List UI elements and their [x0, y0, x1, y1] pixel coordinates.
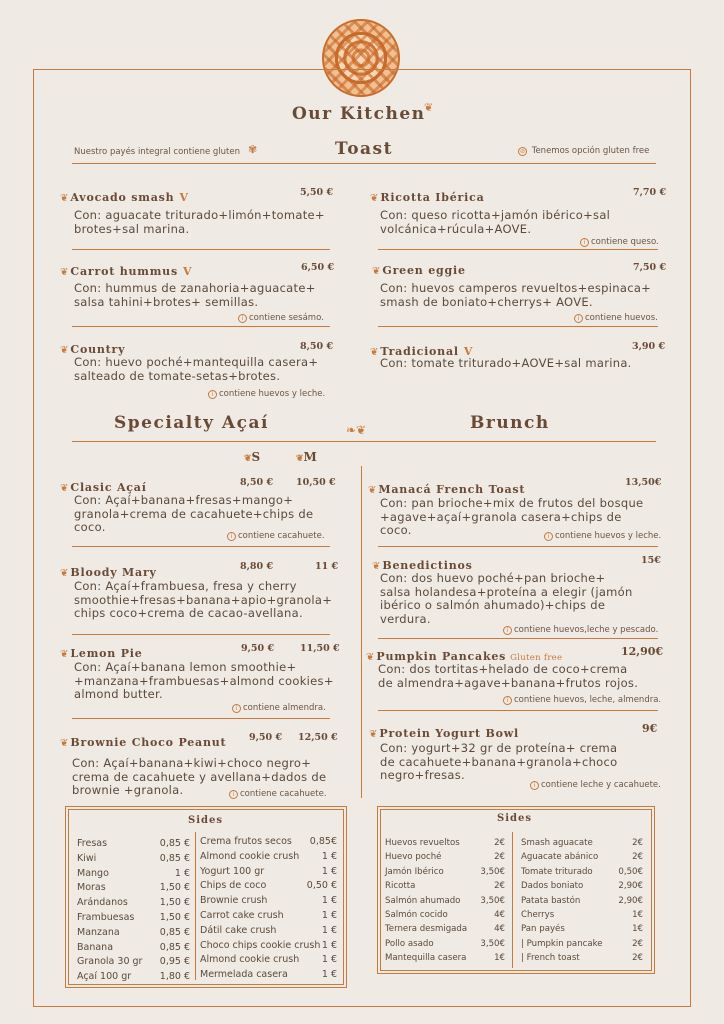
side-price: 0,50€ — [618, 866, 643, 877]
side-row — [521, 838, 643, 848]
side-price: 0,85 € — [159, 852, 190, 864]
desc-line: verdura. — [380, 611, 431, 626]
section-title-acai: Specialty Açaí — [114, 413, 269, 433]
desc-line: ibérico o salmón ahumado)+chips de — [380, 598, 606, 612]
item-desc — [74, 580, 332, 621]
item-price: 13,50€ — [625, 477, 662, 488]
side-row — [77, 868, 190, 879]
side-row — [200, 969, 337, 980]
allergen-note — [580, 237, 659, 247]
side-price: 4€ — [494, 910, 505, 920]
side-name: Banana — [77, 941, 114, 953]
side-name: Almond cookie crush — [200, 850, 300, 862]
side-price: 0,85 € — [159, 941, 190, 953]
allergen-note — [574, 313, 658, 323]
size-m-text: M — [303, 450, 317, 464]
divider — [378, 326, 658, 327]
info-icon: i — [503, 626, 512, 635]
side-price: 0,85 € — [159, 926, 190, 938]
item-name: Avocado smash — [70, 191, 175, 204]
leaf-icon: ❦ — [370, 347, 379, 358]
acai-item — [60, 642, 143, 661]
desc-line: coco. — [74, 520, 106, 534]
item-desc — [378, 663, 638, 690]
side-price: 1 € — [321, 895, 337, 907]
desc-line: +manzana+frambuesas+almond cookies+ — [74, 673, 334, 688]
desc-line: Con: dos tortitas+helado de coco+crema — [378, 662, 628, 676]
side-row — [200, 866, 337, 877]
side-name: Aguacate abánico — [521, 852, 599, 863]
info-icon: i — [574, 314, 583, 323]
leaf-icon: ❦ — [372, 266, 381, 277]
item-name: Lemon Pie — [70, 647, 143, 660]
side-name: Granola 30 gr — [77, 956, 143, 968]
leaf-icon: ❦ — [60, 193, 69, 204]
divider — [72, 634, 330, 635]
side-name: Choco chips cookie crush — [200, 939, 321, 951]
item-price: 15€ — [641, 555, 661, 566]
allergen-note-text: contiene huevos y leche. — [555, 531, 662, 541]
acai-item — [60, 561, 157, 580]
item-desc — [74, 494, 313, 535]
side-row — [200, 895, 337, 906]
allergen-note — [503, 625, 658, 635]
item-price: 6,50 € — [301, 262, 335, 273]
side-name: Salmón ahumado — [385, 895, 461, 906]
gluten-free-icon: ⊘ — [519, 148, 526, 155]
allergen-note-text: contiene huevos,leche y pescado. — [514, 625, 659, 635]
side-price: 1 € — [321, 924, 337, 936]
price-m: 10,50 € — [296, 477, 336, 488]
side-row — [385, 867, 505, 877]
side-price: 1 € — [321, 910, 337, 921]
desc-line: volcánica+rúcula+AOVE. — [380, 221, 532, 236]
side-price: 2€ — [632, 953, 643, 964]
side-price: 1 € — [321, 865, 337, 877]
side-price: 0,85€ — [309, 836, 337, 847]
side-price: 1 € — [321, 939, 337, 951]
section-title-toast: Toast — [335, 139, 393, 159]
side-row — [200, 836, 337, 847]
side-price: 1 € — [321, 850, 337, 862]
toast-item-carrot — [60, 260, 192, 279]
side-name: Frambuesas — [77, 912, 135, 923]
side-price: 2,90€ — [618, 895, 643, 906]
toast-item-avocado — [60, 186, 189, 205]
sides-title: Sides — [188, 815, 224, 826]
item-price: 7,70 € — [633, 187, 667, 198]
allergen-note — [208, 389, 325, 399]
side-row — [77, 838, 190, 849]
leaf-icon: ❦ — [369, 729, 378, 740]
allergen-note — [530, 780, 661, 790]
leaf-icon: ❦ — [296, 454, 304, 464]
desc-line: negro+fresas. — [380, 768, 465, 782]
acai-item — [60, 731, 226, 750]
info-icon: i — [238, 314, 247, 323]
side-name: Huevos revueltos — [385, 838, 460, 848]
info-icon: i — [227, 532, 236, 541]
desc-line: de cacahuete+banana+granola+choco — [380, 754, 618, 769]
desc-line: Con: huevos camperos revueltos+espinaca+ — [380, 281, 652, 295]
side-row — [521, 910, 643, 920]
item-desc — [380, 742, 617, 783]
item-name: Green eggie — [382, 264, 466, 277]
side-row — [385, 953, 505, 963]
side-name: Jamón Ibérico — [385, 866, 444, 877]
info-icon: i — [232, 704, 241, 713]
item-desc — [74, 661, 334, 702]
item-name: Ricotta Ibérica — [380, 191, 485, 204]
divider — [378, 249, 658, 250]
desc-line: almond butter. — [74, 687, 163, 701]
item-desc — [380, 282, 651, 309]
desc-line: de almendra+agave+banana+frutos rojos. — [378, 675, 639, 690]
desc-line: salsa tahini+brotes+ semillas. — [74, 294, 259, 309]
vegan-badge: V — [463, 345, 474, 358]
side-name: Dátil cake crush — [200, 924, 277, 936]
divider — [72, 163, 656, 164]
side-name: Pollo asado — [385, 938, 434, 949]
info-icon: i — [530, 781, 539, 790]
side-row — [385, 896, 505, 906]
side-name: Manzana — [77, 926, 120, 938]
side-name: Pan payés — [521, 924, 565, 935]
desc-line: salteado de tomate-setas+brotes. — [74, 368, 281, 383]
leaf-icon: ❦ — [366, 652, 375, 663]
side-row — [385, 924, 505, 934]
price-m: 12,50 € — [298, 732, 338, 743]
side-price: 1,50 € — [159, 897, 190, 909]
leaf-icon: ❦ — [244, 454, 252, 464]
desc-line: coco. — [380, 523, 412, 537]
side-name: Salmón cocido — [385, 910, 448, 920]
gluten-free-badge: Gluten free — [510, 653, 563, 663]
info-icon: i — [229, 790, 238, 799]
side-row — [77, 853, 190, 864]
desc-line: salsa holandesa+proteína a elegir (jamón — [380, 584, 633, 599]
side-price: 2€ — [494, 838, 505, 848]
desc-line: smoothie+fresas+banana+apio+granola+ — [74, 592, 333, 607]
side-row — [385, 852, 505, 862]
side-row — [77, 942, 190, 953]
allergen-note — [227, 531, 325, 541]
item-desc — [380, 209, 610, 236]
desc-line: Con: queso ricotta+jamón ibérico+sal — [380, 208, 611, 222]
item-price: 3,90 € — [632, 341, 666, 352]
desc-line: chips coco+crema de cacao-avellana. — [74, 606, 303, 620]
side-price: 3,50€ — [480, 866, 505, 877]
side-price: 1,50 € — [159, 882, 190, 894]
side-name: Kiwi — [77, 852, 97, 864]
size-m-label — [296, 450, 317, 464]
sides-title: Sides — [497, 813, 533, 824]
allergen-note-text: contiene huevos, leche, almendra. — [514, 695, 662, 705]
divider — [378, 710, 658, 711]
side-price: 2€ — [632, 838, 643, 848]
item-desc — [74, 209, 325, 236]
desc-line: Con: dos huevo poché+pan brioche+ — [380, 571, 606, 585]
price-m: 11 € — [315, 561, 339, 572]
allergen-note — [544, 531, 661, 541]
desc-line: Con: huevo poché+mantequilla casera+ — [74, 355, 319, 369]
item-name: Manacá French Toast — [378, 483, 526, 496]
desc-line: Con: Açaí+banana+fresas+mango+ — [74, 493, 294, 507]
desc-line: Con: Açaí+frambuesa, fresa y cherry — [74, 579, 297, 593]
column-divider — [512, 832, 513, 968]
side-name: Huevo poché — [385, 852, 442, 863]
item-name: Brownie Choco Peanut — [70, 736, 227, 749]
desc-line: Con: pan brioche+mix de frutos del bosque — [380, 496, 644, 510]
side-row — [200, 851, 337, 862]
info-icon: i — [503, 696, 512, 705]
leaf-icon: ❦ — [368, 485, 377, 496]
allergen-note-text: contiene huevos y leche. — [219, 389, 326, 399]
item-desc — [74, 282, 316, 309]
side-name: Smash aguacate — [521, 838, 593, 848]
desc-line: Con: aguacate triturado+limón+tomate+ — [74, 208, 325, 222]
item-name: Country — [70, 343, 126, 356]
side-price: 2€ — [494, 881, 505, 892]
side-price: 0,95 € — [159, 956, 190, 968]
side-name: Patata bastón — [521, 895, 581, 906]
desc-line: Con: Açaí+banana+kiwi+choco negro+ — [72, 756, 312, 770]
price-s: 8,50 € — [240, 477, 274, 488]
allergen-note-text: contiene leche y cacahuete. — [541, 780, 661, 790]
side-name: Almond cookie crush — [200, 954, 300, 966]
divider — [72, 249, 330, 250]
divider — [378, 546, 658, 547]
side-name: Fresas — [77, 838, 108, 849]
divider — [72, 546, 330, 547]
wheat-icon: ✾ — [248, 143, 258, 156]
item-price: 5,50 € — [300, 187, 334, 198]
side-name: Moras — [77, 882, 106, 894]
side-price: 1€ — [494, 953, 505, 964]
side-price: 0,85 € — [159, 838, 190, 849]
desc-line: Con: Açaí+banana lemon smoothie+ — [74, 660, 297, 674]
side-price: 2€ — [494, 852, 505, 863]
size-s-text: S — [251, 450, 261, 464]
side-price: 1 € — [174, 867, 190, 879]
side-row — [77, 912, 190, 923]
allergen-note — [238, 313, 324, 323]
leaf-icon: ❦ — [60, 738, 69, 749]
desc-line: Con: tomate triturado+AOVE+sal marina. — [380, 356, 632, 370]
item-name: Protein Yogurt Bowl — [379, 727, 519, 740]
side-price: 2€ — [632, 852, 643, 863]
side-name: Mango — [77, 867, 109, 879]
divider — [72, 718, 330, 719]
allergen-note-text: contiene cacahuete. — [240, 789, 327, 799]
item-price: 12,90€ — [621, 645, 664, 658]
desc-line: +agave+açaí+granola casera+chips de — [380, 509, 622, 524]
desc-line: Con: hummus de zanahoria+aguacate+ — [74, 281, 316, 295]
brunch-item — [368, 478, 525, 497]
column-divider — [195, 832, 196, 980]
side-name: Mermelada casera — [200, 969, 288, 981]
leaf-icon: ❦ — [60, 649, 69, 660]
item-price: 7,50 € — [633, 262, 667, 273]
item-name: Clasic Açaí — [70, 481, 147, 494]
leaf-icon: ❦ — [424, 101, 434, 114]
side-name: Yogurt 100 gr — [200, 865, 265, 877]
side-name: | Pumpkin pancake — [521, 938, 603, 949]
item-name: Tradicional — [380, 345, 459, 358]
side-price: 3,50€ — [480, 938, 505, 949]
side-price: 3,50€ — [480, 895, 505, 906]
item-name: Carrot hummus — [70, 265, 178, 278]
toast-item-ricotta — [370, 186, 485, 205]
side-row — [77, 927, 190, 938]
price-s: 8,80 € — [240, 561, 274, 572]
item-desc — [380, 572, 633, 626]
leaf-icon: ❦ — [370, 193, 379, 204]
allergen-note-text: contiene sesámo. — [249, 313, 324, 323]
side-name: Ternera desmigada — [385, 924, 468, 935]
toast-item-green-eggie — [372, 259, 466, 278]
page-title: Our Kitchen — [292, 104, 426, 124]
side-row — [200, 910, 337, 921]
allergen-note-text: contiene huevos. — [585, 313, 658, 323]
side-row — [521, 867, 643, 877]
item-name: Bloody Mary — [70, 566, 157, 579]
divider — [72, 441, 656, 442]
side-row — [77, 897, 190, 908]
leaf-icon: ❦ — [60, 267, 69, 278]
desc-line: brotes+sal marina. — [74, 221, 190, 236]
side-row — [521, 881, 643, 891]
leaf-icon: ❦ — [60, 345, 69, 356]
desc-line: smash de boniato+cherrys+ AOVE. — [380, 294, 593, 309]
side-row — [385, 881, 505, 891]
side-row — [200, 940, 337, 951]
item-desc — [380, 357, 632, 371]
vegan-badge: V — [179, 191, 189, 204]
desc-line: Con: yogurt+32 gr de proteína+ crema — [380, 741, 618, 755]
side-price: 1 € — [321, 969, 337, 981]
side-price: 1 € — [321, 954, 337, 966]
side-name: Mantequilla casera — [385, 953, 467, 964]
allergen-note-text: contiene cacahuete. — [238, 531, 325, 541]
side-name: Chips de coco — [200, 880, 267, 892]
side-price: 2€ — [632, 938, 643, 949]
item-name: Benedictinos — [382, 559, 473, 572]
side-price: 0,50 € — [306, 880, 337, 892]
side-price: 1,80 € — [159, 971, 190, 983]
brunch-item — [369, 722, 519, 741]
section-title-brunch: Brunch — [470, 413, 550, 433]
side-row — [200, 954, 337, 965]
desc-line: brownie +granola. — [72, 783, 184, 797]
side-row — [77, 882, 190, 893]
desc-line: crema de cacahuete y avellana+dados de — [72, 769, 327, 784]
allergen-note-text: contiene almendra. — [243, 703, 326, 713]
allergen-note — [229, 789, 327, 799]
column-divider — [361, 466, 362, 798]
item-price: 9€ — [642, 722, 658, 735]
side-name: Brownie crush — [200, 895, 268, 907]
info-icon: i — [208, 390, 217, 399]
ornament-icon: ❧❦ — [346, 423, 367, 437]
price-s: 9,50 € — [241, 643, 275, 654]
side-row — [385, 939, 505, 949]
price-s: 9,50 € — [249, 732, 283, 743]
item-name: Pumpkin Pancakes — [376, 650, 507, 663]
divider — [378, 638, 658, 639]
side-price: 1€ — [632, 910, 643, 920]
gluten-free-note-text: Tenemos opción gluten free — [531, 146, 650, 156]
vegan-badge: V — [182, 265, 193, 278]
side-price: 2,90€ — [618, 881, 643, 892]
size-s-label — [244, 450, 260, 464]
allergen-note — [503, 695, 661, 705]
gluten-free-note — [518, 146, 649, 156]
price-m: 11,50 € — [300, 643, 340, 654]
side-name: Dados boniato — [521, 881, 584, 892]
side-price: 4€ — [494, 924, 505, 935]
side-row — [200, 925, 337, 936]
side-name: Arándanos — [77, 897, 128, 909]
leaf-icon: ❦ — [60, 483, 69, 494]
divider — [72, 326, 330, 327]
side-row — [521, 924, 643, 934]
side-price: 1,50 € — [159, 912, 190, 923]
side-row — [521, 953, 643, 963]
side-row — [521, 939, 643, 949]
info-icon: i — [580, 238, 589, 247]
item-price: 8,50 € — [300, 341, 334, 352]
side-row — [77, 956, 190, 967]
allergen-note — [232, 703, 326, 713]
side-name: Carrot cake crush — [200, 910, 284, 921]
side-name: Cherrys — [521, 910, 555, 920]
side-name: Açaí 100 gr — [77, 971, 132, 983]
side-row — [385, 838, 505, 848]
leaf-icon: ❦ — [372, 561, 381, 572]
side-row — [521, 852, 643, 862]
desc-line: granola+crema de cacahuete+chips de — [74, 506, 314, 521]
side-row — [77, 971, 190, 982]
side-name: | French toast — [521, 953, 580, 964]
side-row — [521, 896, 643, 906]
leaf-icon: ❦ — [60, 568, 69, 579]
allergen-note-text: contiene queso. — [591, 237, 659, 247]
side-name: Crema frutos secos — [200, 836, 292, 847]
side-name: Ricotta — [385, 881, 416, 892]
info-icon: i — [544, 532, 553, 541]
gluten-note: Nuestro payés integral contiene gluten — [74, 147, 241, 157]
item-desc — [74, 356, 318, 383]
side-row — [200, 880, 337, 891]
side-name: Tomate triturado — [521, 866, 593, 877]
side-price: 1€ — [632, 924, 643, 935]
side-row — [385, 910, 505, 920]
